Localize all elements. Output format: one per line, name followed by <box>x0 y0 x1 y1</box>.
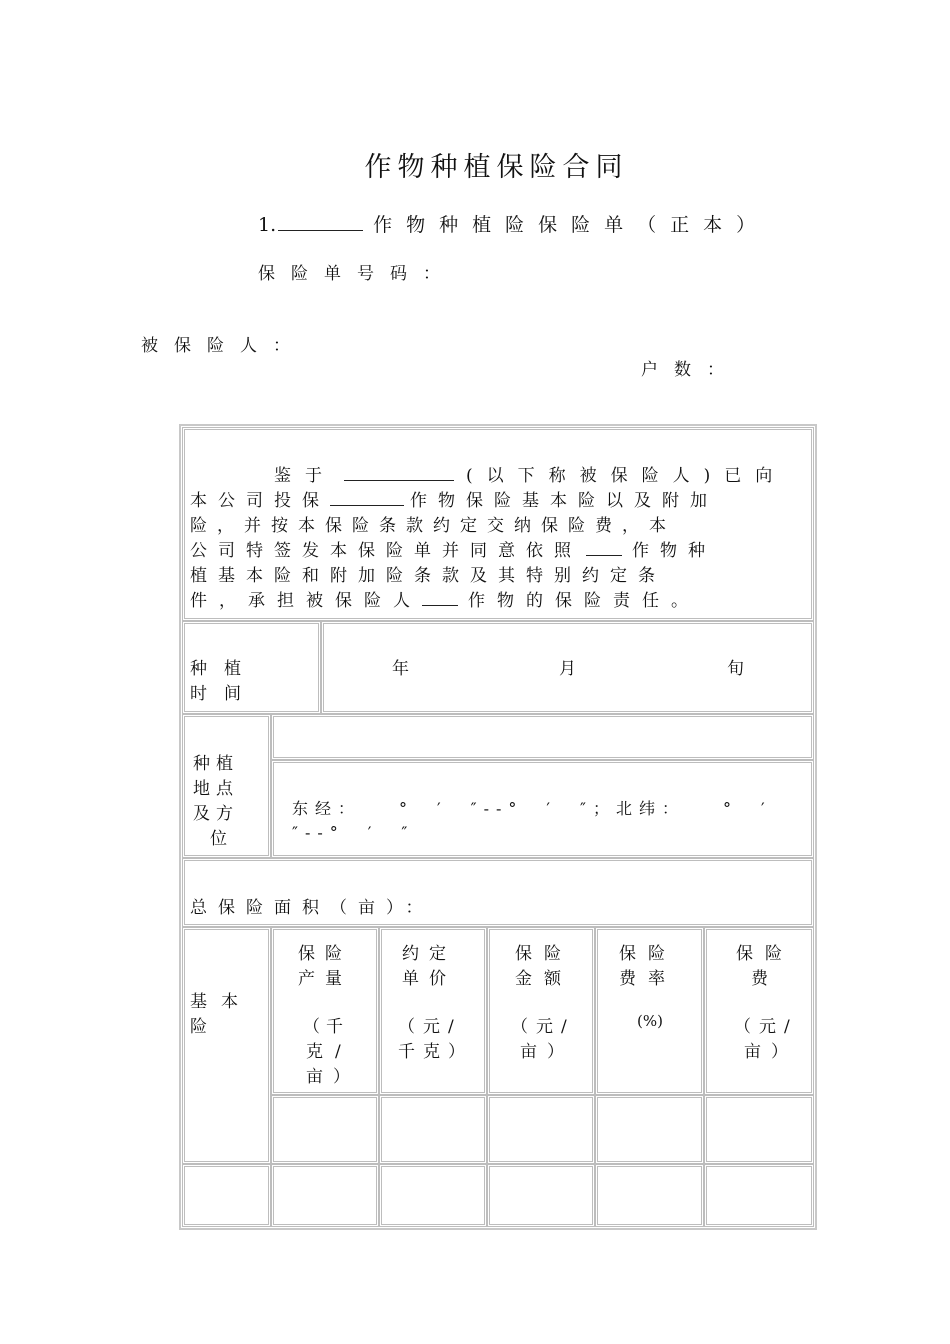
value-cell-premium <box>704 1095 814 1164</box>
col-yield-u2: 克/ <box>306 1042 353 1062</box>
value-cell-yield <box>271 1095 379 1164</box>
extra-row-label <box>182 1164 271 1227</box>
extra-row-cell-2 <box>379 1164 487 1227</box>
policy-number-label: 保险单号码： <box>258 264 456 284</box>
col-price-u1: （元/ <box>398 1017 462 1037</box>
extra-row-cell-3 <box>487 1164 595 1227</box>
basic-label-2: 险 <box>190 1017 215 1037</box>
crop-blank-2 <box>330 493 404 506</box>
col-rate-u1: (%) <box>637 1012 663 1030</box>
total-area-label: 总保险面积（亩）： <box>190 898 434 918</box>
extra-row-cell-1 <box>271 1164 379 1227</box>
planting-time-label-1: 种 植 <box>190 659 241 679</box>
intro-line-1: 鉴于 (以下称被保险人)已向 <box>274 466 787 486</box>
value-cell-price <box>379 1095 487 1164</box>
extra-row-cell-4 <box>595 1164 704 1227</box>
month-label: 月 <box>559 659 584 679</box>
col-price-l1: 约定 <box>402 944 456 964</box>
intro-line-2: 本公司投保 作物保险基本险以及附加 <box>190 491 718 511</box>
col-yield-l2: 产量 <box>298 969 352 989</box>
value-cell-amount <box>487 1095 595 1164</box>
location-label-3: 及方 <box>193 804 239 824</box>
col-rate-l2: 费率 <box>619 969 677 989</box>
households-label: 户数： <box>641 360 740 380</box>
col-premium-l1: 保险 <box>736 944 794 964</box>
planting-time-label-2: 时 间 <box>190 684 241 704</box>
col-yield-u3: 亩） <box>306 1067 360 1087</box>
col-premium-l2: 费 <box>751 969 768 989</box>
col-yield-u1: （千 <box>303 1017 349 1037</box>
col-price-l2: 单价 <box>402 969 456 989</box>
basic-label-cell <box>182 927 271 1164</box>
extra-row-cell-5 <box>704 1164 814 1227</box>
col-rate-l1: 保险 <box>619 944 677 964</box>
location-label-2: 地点 <box>193 779 239 799</box>
location-label-4: 位 <box>210 829 235 849</box>
col-premium-u1: （元/ <box>734 1017 798 1037</box>
location-label-1: 种植 <box>193 754 239 774</box>
crop-blank <box>278 216 363 231</box>
intro-line-4: 公司特签发本保险单并同意依照 作物种 <box>190 541 716 561</box>
crop-blank-4 <box>422 593 458 606</box>
insured-label: 被保险人： <box>141 336 306 356</box>
intro-line-3: 险，并按本保险条款约定交纳保险费，本 <box>190 516 676 536</box>
col-price-u2: 千克） <box>398 1042 473 1062</box>
basic-label-1: 基本 <box>190 992 252 1012</box>
xun-label: 旬 <box>727 659 752 679</box>
col-amount-u2: 亩） <box>520 1042 574 1062</box>
insured-blank <box>344 468 454 481</box>
col-amount-u1: （元/ <box>511 1017 575 1037</box>
location-address-cell <box>271 714 814 760</box>
col-yield-l1: 保险 <box>298 944 352 964</box>
subtitle-text: 作物种植险保险单（正本） <box>373 214 770 236</box>
col-premium-u2: 亩） <box>744 1042 798 1062</box>
document-title: 作物种植保险合同 <box>364 152 629 183</box>
coords-line-1: 东经： ° ′ ″--° ′ ″；北纬： ° ′ <box>292 799 772 818</box>
coords-line-2: ″--° ′ ″ <box>292 823 415 842</box>
year-label: 年 <box>392 659 417 679</box>
crop-blank-3 <box>586 543 622 556</box>
intro-line-6: 件，承担被保险人 作物的保险责任。 <box>190 591 700 611</box>
col-amount-l1: 保险 <box>515 944 573 964</box>
value-cell-rate <box>595 1095 704 1164</box>
policy-subtitle <box>258 210 769 237</box>
subtitle-number: 1. <box>258 214 277 236</box>
col-amount-l2: 金额 <box>515 969 573 989</box>
intro-line-5: 植基本险和附加险条款及其特别约定条 <box>190 566 666 586</box>
